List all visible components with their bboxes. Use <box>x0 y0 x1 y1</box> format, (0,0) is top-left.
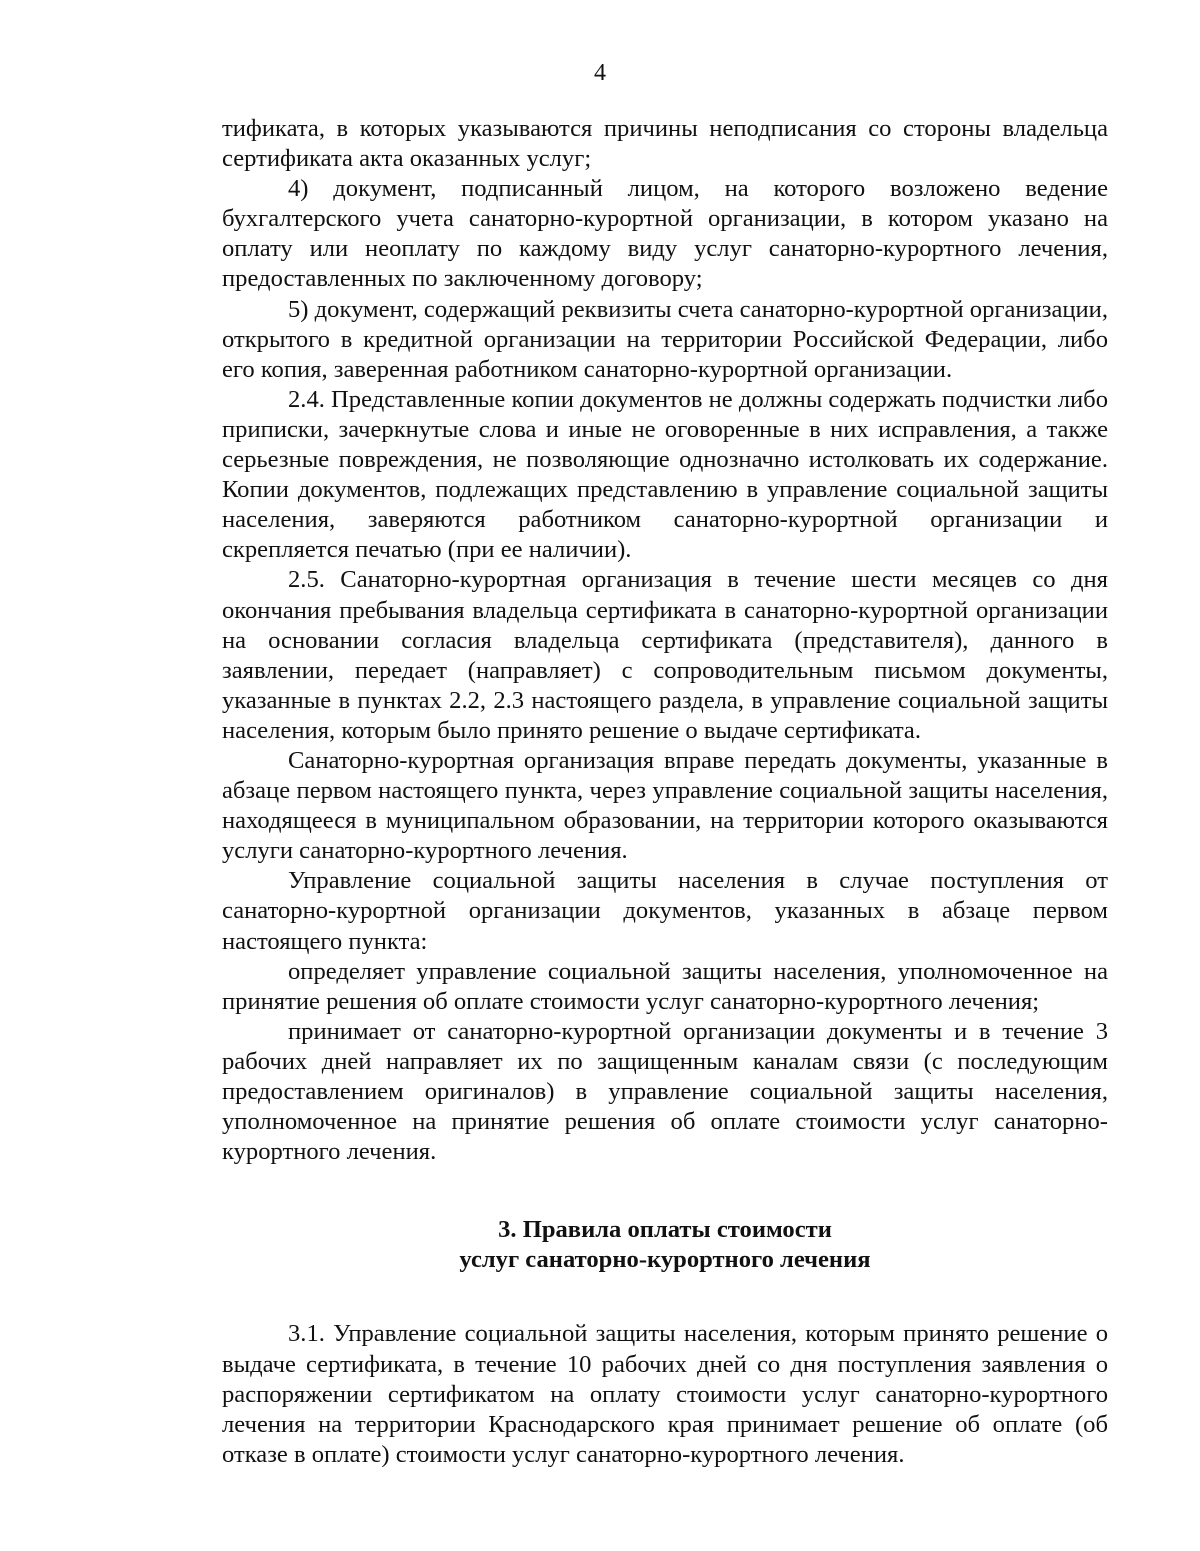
paragraph-clause-3-1: 3.1. Управление социальной защиты населения, которым принято решение о выдаче сертификата, в течение 10 рабочих дней со дня поступления заявления о распоряжении сертификатом на оплату стоимости услуг санаторно-курортного лечения на территории Краснодарского края принимает решение об оплате (об отказе в оплате) стоимости услуг санаторно-курортного лечения. <box>222 1320 1108 1468</box>
document-body <box>222 114 1108 1470</box>
paragraph-clause-2-4: 2.4. Представленные копии документов не должны содержать подчистки либо приписки, зачеркнутые слова и иные не оговоренные в них исправления, а также серьезные повреждения, не позволяющие однозначно истолковать их содержание. Копии документов, подлежащих представлению в управление социальной защиты населения, заверяются работником санаторно-курортной организации и скрепляется печатью (при ее наличии). <box>222 385 1108 564</box>
paragraph-item-4: 4) документ, подписанный лицом, на которого возложено ведение бухгалтерского учета санаторно-курортной организации, в котором указано на оплату или неоплату по каждому виду услуг санаторно-курортного лечения, предоставленных по заключенному договору; <box>222 175 1108 293</box>
section-heading-line-2: услуг санаторно-курортного лечения <box>459 1246 871 1274</box>
section-heading-line-1: 3. Правила оплаты стоимости <box>498 1216 832 1244</box>
paragraph-clause-2-5: 2.5. Санаторно-курортная организация в течение шести месяцев со дня окончания пребывания владельца сертификата в санаторно-курортной организации на основании согласия владельца сертификата (представителя), данного в заявлении, передает (направляет) с сопроводительным письмом документы, указанные в пунктах 2.2, 2.3 настоящего раздела, в управление социальной защиты населения, которым было принято решение о выдаче сертификата. <box>222 566 1108 744</box>
page-number: 4 <box>594 60 606 86</box>
paragraph-transfer-right: Санаторно-курортная организация вправе передать документы, указанные в абзаце первом настоящего пункта, через управление социальной защиты населения, находящееся в муниципальном образовании, на территории которого оказываются услуги санаторно-курортного лечения. <box>222 746 1108 865</box>
paragraph-continuation: тификата, в которых указываются причины неподписания со стороны владельца сертификата акта оказанных услуг; <box>222 115 1108 173</box>
paragraph-item-5: 5) документ, содержащий реквизиты счета санаторно-курортной организации, открытого в кредитной организации на территории Российской Федерации, либо его копия, заверенная работником санаторно-курортной организации. <box>222 295 1108 383</box>
paragraph-department-duties: Управление социальной защиты населения в случае поступления от санаторно-курортной организации документов, указанных в абзаце первом настоящего пункта: <box>222 867 1108 955</box>
paragraph-determines: определяет управление социальной защиты населения, уполномоченное на принятие решения об оплате стоимости услуг санаторно-курортного лечения; <box>222 957 1108 1015</box>
section-heading <box>222 1215 1108 1275</box>
paragraph-accepts: принимает от санаторно-курортной организации документы и в течение 3 рабочих дней направляет их по защищенным каналам связи (с последующим предоставлением оригиналов) в управление социальной защиты населения, уполномоченное на принятие решения об оплате стоимости услуг санаторно-курортного лечения. <box>222 1017 1108 1166</box>
